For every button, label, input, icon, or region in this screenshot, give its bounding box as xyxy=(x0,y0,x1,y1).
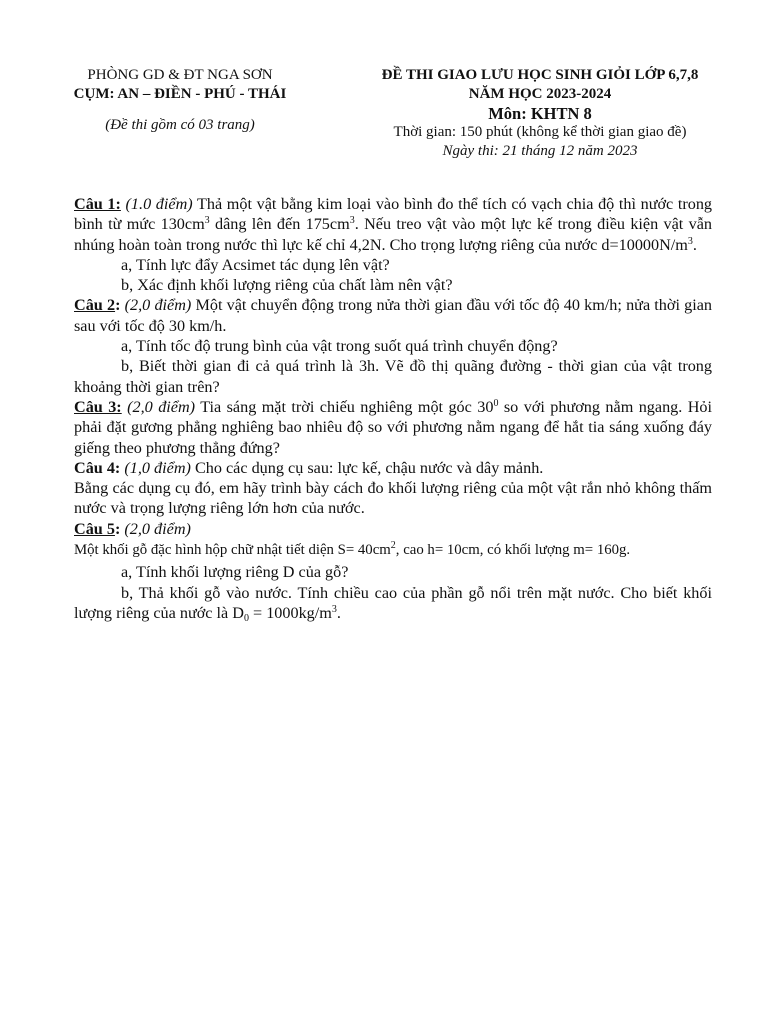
question-3-label: Câu 3: xyxy=(74,397,122,416)
question-4-text-1: Cho các dụng cụ sau: lực kế, chậu nước và dây mảnh. xyxy=(190,458,544,477)
question-1-points: (1.0 điểm) xyxy=(125,195,193,213)
time-limit: Thời gian: 150 phút (không kể thời gian giao đề) xyxy=(393,124,687,140)
question-1-text-3: . Nếu treo vật vào một lực kế trong điều kiện vật vẫn nhúng hoàn toàn trong nước thì lực kế chỉ 4,2N. Cho trọng lượng riêng của nước d=10000N/m xyxy=(74,215,713,254)
question-3-text-1: Tia sáng mặt trời chiếu nghiêng một góc 30 xyxy=(195,397,494,416)
question-1 xyxy=(74,194,712,255)
question-4-label: Câu 4: xyxy=(74,458,121,477)
pages-note: (Đề thi gồm có 03 trang) xyxy=(105,117,255,133)
question-2-part-b: b, Biết thời gian đi cả quá trình là 3h. Vẽ đồ thị quãng đường - thời gian của vật trong khoảng thời gian trên? xyxy=(74,357,712,396)
exam-date: Ngày thi: 21 tháng 12 năm 2023 xyxy=(442,143,638,159)
superscript-3: 3 xyxy=(331,604,337,616)
question-1-part-a: a, Tính lực đẩy Acsimet tác dụng lên vật? xyxy=(121,255,390,274)
superscript-2: 2 xyxy=(390,540,396,552)
subscript-0: 0 xyxy=(243,613,249,625)
degree-superscript: 0 xyxy=(493,397,499,409)
subject: Môn: KHTN 8 xyxy=(488,104,592,123)
header-right xyxy=(350,66,730,161)
question-5-text-1: Một khối gỗ đặc hình hộp chữ nhật tiết diện S= 40cm xyxy=(74,542,391,559)
question-5-part-b-text-3: . xyxy=(336,604,341,623)
question-1-text-2: dâng lên đến 175cm xyxy=(209,215,350,234)
question-4 xyxy=(74,458,712,478)
question-5-part-b-text-2: = 1000kg/m xyxy=(248,604,332,623)
question-1-part-b: b, Xác định khối lượng riêng của chất làm nên vật? xyxy=(121,276,453,295)
superscript-3: 3 xyxy=(687,235,693,247)
question-2-text: Một vật chuyển động trong nửa thời gian đầu với tốc độ 40 km/h; nửa thời gian sau với tốc độ 30 km/h. xyxy=(74,296,713,335)
office-name: PHÒNG GD & ĐT NGA SƠN xyxy=(87,67,273,83)
superscript-3: 3 xyxy=(349,215,355,227)
question-5-label: Câu 5 xyxy=(74,519,115,538)
question-5-part-b xyxy=(74,583,712,624)
school-year: NĂM HỌC 2023-2024 xyxy=(468,86,612,102)
question-3-text-2: so với phương nằm ngang. Hỏi phải đặt gương phẳng nghiêng bao nhiêu độ so với phương nằm ngang để hắt tia sáng xuống đáy giếng theo phương thẳng đứng? xyxy=(74,397,713,457)
question-5-part-a: a, Tính khối lượng riêng D của gỗ? xyxy=(121,563,349,582)
question-2-points: (2,0 điểm) xyxy=(124,296,192,315)
question-1-text-4: . xyxy=(692,235,697,254)
question-3 xyxy=(74,397,712,458)
question-5-part-b-text-1: b, Thả khối gỗ vào nước. Tính chiều cao của phần gỗ nổi trên mặt nước. Cho biết khối lượng riêng của nước là D xyxy=(74,584,712,623)
question-2 xyxy=(74,295,712,336)
question-4-points: (1,0 điểm) xyxy=(124,458,191,477)
question-3-points: (2,0 điểm) xyxy=(127,397,196,416)
question-2-label: Câu 2 xyxy=(74,296,116,315)
question-5-colon: : xyxy=(114,519,121,538)
cluster-name: CỤM: AN – ĐIỀN - PHÚ - THÁI xyxy=(73,86,287,102)
header-left xyxy=(60,66,300,135)
exam-body xyxy=(74,194,712,624)
question-1-label: Câu 1: xyxy=(74,195,121,213)
question-1-text-1: Thả một vật bằng kim loại vào bình đo thể tích có vạch chia độ thì nước trong bình từ mức 130cm xyxy=(74,195,713,234)
question-5-text xyxy=(74,539,712,561)
exam-title: ĐỀ THI GIAO LƯU HỌC SINH GIỎI LỚP 6,7,8 xyxy=(381,67,699,83)
question-2-colon: : xyxy=(115,296,121,315)
question-5-header xyxy=(74,519,712,539)
question-2-part-a: a, Tính tốc độ trung bình của vật trong suốt quá trình chuyển động? xyxy=(121,337,558,356)
superscript-3: 3 xyxy=(204,215,210,227)
question-4-text-2: Bằng các dụng cụ đó, em hãy trình bày cách đo khối lượng riêng của một vật rắn nhỏ không thấm nước và trọng lượng riêng lớn hơn của nước. xyxy=(74,479,712,518)
question-5-text-2: , cao h= 10cm, có khối lượng m= 160g. xyxy=(395,542,631,559)
question-5-points: (2,0 điểm) xyxy=(124,519,191,538)
